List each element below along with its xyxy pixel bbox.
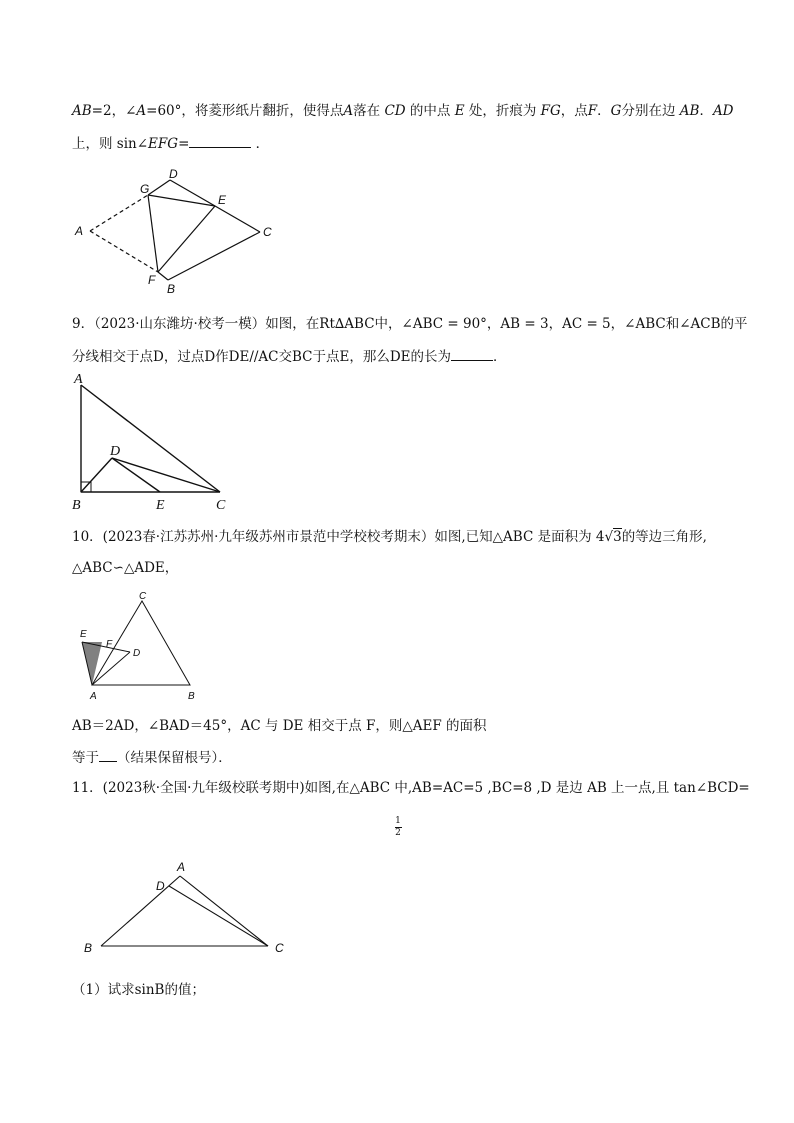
label-b: B — [167, 282, 176, 296]
q9-right-triangle-figure — [70, 368, 240, 514]
label-e: E — [156, 498, 165, 513]
sqrt-symbol: √3 — [604, 529, 622, 545]
label-c: C — [275, 941, 284, 955]
label-a: A — [74, 372, 83, 387]
label-f: F — [106, 639, 113, 650]
q10-line-2: △ABC∽△ADE， — [72, 560, 179, 576]
q9-line-1: 9．（2023·山东潍坊·校考一模）如图，在Rt∆ABC中，∠ABC = 90°，AB = 3，AC = 5，∠ABC和∠ACB的平 — [72, 316, 748, 332]
q10-line-4: 等于 （结果保留根号）． — [72, 747, 232, 768]
q11-line-1: 11．(2023秋·全国·九年级校联考期中)如图,在△ABC 中,AB=AC=5 ,BC=8 ,D 是边 AB 上一点,且 tan∠BCD= — [72, 780, 750, 796]
q9-line-2: 分线相交于点D，过点D作DE//AC交BC于点E，那么DE的长为 ． — [72, 346, 507, 367]
side-cb — [168, 232, 260, 280]
q10-line-3: AB＝2AD，∠BAD＝45°，AC 与 DE 相交于点 F，则△AEF 的面积 — [72, 718, 487, 734]
q10-line-1: 10．(2023春·江苏苏州·九年级苏州市景范中学校校考期末）如图,已知△ABC 是面积为 4√3的等边三角形, — [72, 529, 707, 545]
q8-line-2: 上，则 sin∠EFG= ． — [72, 133, 269, 154]
label-a: A — [90, 691, 97, 702]
side-ac — [180, 876, 268, 946]
label-b: B — [72, 498, 81, 513]
label-d: D — [156, 879, 165, 893]
label-e: E — [80, 629, 87, 640]
answer-blank[interactable] — [451, 346, 493, 361]
side-ac — [81, 385, 220, 492]
answer-blank[interactable] — [99, 747, 117, 762]
crease-gf — [148, 195, 158, 272]
label-a: A — [75, 224, 84, 238]
label-a: A — [177, 860, 186, 874]
segment-de — [112, 458, 160, 492]
side-ba — [101, 876, 180, 946]
label-b: B — [84, 941, 93, 955]
fraction-one-half: 1 2 — [395, 816, 401, 838]
bisector-bd — [81, 458, 112, 492]
label-b: B — [188, 691, 195, 702]
label-c: C — [263, 225, 272, 239]
answer-blank[interactable] — [189, 133, 251, 148]
q11-triangle-figure — [80, 858, 290, 956]
label-d: D — [133, 648, 141, 659]
label-d: D — [110, 444, 121, 459]
fold-line-ag — [90, 195, 148, 231]
segment-cd — [169, 886, 268, 946]
label-g: G — [140, 182, 150, 196]
q11-subquestion-1: （1）试求sinB的值； — [72, 982, 205, 998]
q8-rhombus-figure — [70, 162, 280, 300]
side-gd — [148, 180, 170, 195]
label-e: E — [218, 193, 227, 207]
side-bf — [158, 272, 168, 280]
fold-line-af — [90, 231, 158, 272]
label-c: C — [139, 591, 147, 602]
q10-triangles-figure — [75, 588, 205, 704]
label-f: F — [148, 273, 156, 287]
bisector-cd — [112, 458, 220, 492]
segment-fe — [158, 206, 215, 272]
label-d: D — [169, 167, 178, 181]
q8-line-1: AB=2，∠A=60°，将菱形纸片翻折，使得点A落在 CD 的中点 E 处，折痕为 FG，点F．G分别在边 AB．AD — [72, 103, 734, 119]
label-c: C — [216, 498, 226, 513]
